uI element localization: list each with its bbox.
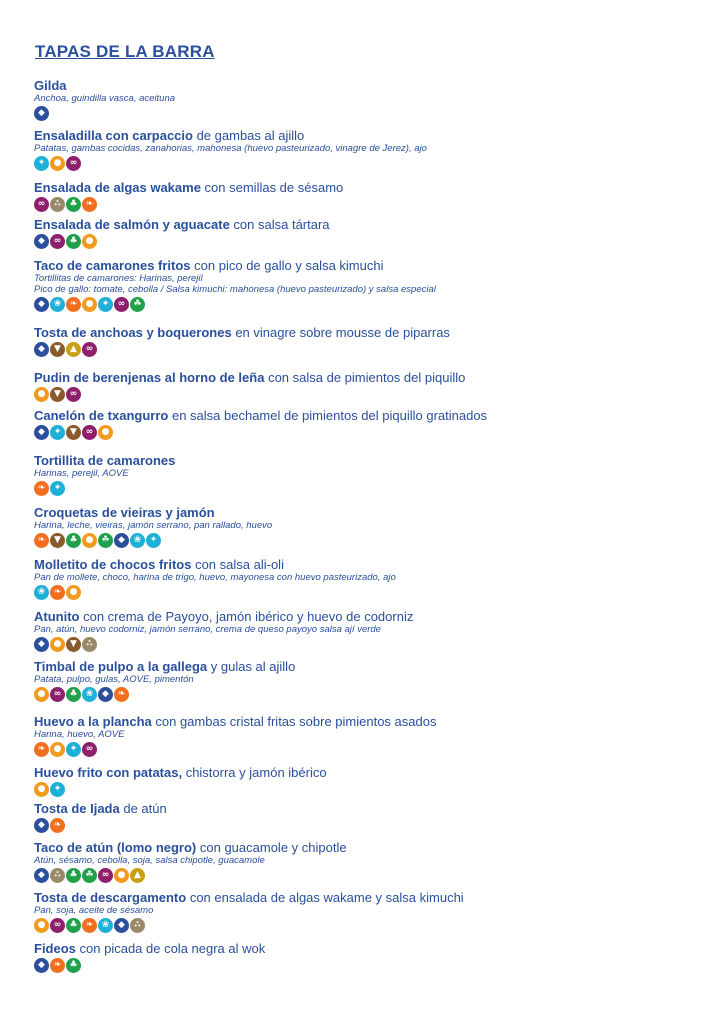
dish-name (34, 258, 714, 273)
fish-icon: ◆ (34, 234, 49, 249)
menu-item (34, 941, 714, 973)
crustacean-icon: ✦ (50, 425, 65, 440)
allergen-icons (34, 533, 714, 548)
fish-icon: ◆ (34, 297, 49, 312)
dish-name (34, 217, 714, 232)
sulphite-icon: ∞ (82, 342, 97, 357)
dish-ingredients: Pan de mollete, choco, harina de trigo, huevo, mayonesa con huevo pasteurizado, ajo (34, 572, 396, 583)
menu-item (34, 408, 714, 440)
crustacean-icon: ✦ (98, 297, 113, 312)
mustard-icon: ▲ (66, 342, 81, 357)
dish-name-rest: de atún (119, 801, 167, 816)
celery-icon: ♣ (66, 234, 81, 249)
gluten-icon: ❧ (50, 585, 65, 600)
menu-item (34, 325, 714, 357)
egg-icon: ● (50, 156, 65, 171)
fish-icon: ◆ (114, 533, 129, 548)
menu-item (34, 609, 714, 652)
dish-name-bold: Huevo frito con patatas, (34, 765, 183, 780)
dish-name-bold: Taco de camarones fritos (34, 258, 191, 273)
milk-icon: ▼ (66, 637, 81, 652)
gluten-icon: ❧ (34, 742, 49, 757)
allergen-icons (34, 387, 714, 402)
allergen-icons (34, 868, 714, 883)
dish-ingredients: Tortillitas de camarones: Harinas, perejil (34, 273, 203, 284)
mollusc-icon: ❀ (50, 297, 65, 312)
allergen-icons (34, 156, 714, 171)
dish-name (34, 505, 714, 520)
gluten-icon: ❧ (34, 481, 49, 496)
sulphite-icon: ∞ (82, 425, 97, 440)
fish-icon: ◆ (34, 868, 49, 883)
dish-name-rest: y gulas al ajillo (207, 659, 296, 674)
dish-name-bold: Tosta de Ijada (34, 801, 120, 816)
allergen-icons (34, 958, 714, 973)
dish-name-rest: de gambas al ajillo (192, 128, 305, 143)
celery-icon: ♣ (66, 687, 81, 702)
dish-name (34, 78, 714, 93)
menu-item (34, 505, 714, 548)
egg-icon: ● (66, 585, 81, 600)
dish-name (34, 557, 714, 572)
gluten-icon: ❧ (34, 533, 49, 548)
menu-item (34, 453, 714, 496)
gluten-icon: ❧ (50, 818, 65, 833)
sesame-icon: ∴ (130, 918, 145, 933)
sulphite-icon: ∞ (66, 387, 81, 402)
sulphite-icon: ∞ (66, 156, 81, 171)
menu-item (34, 557, 714, 600)
allergen-icons (34, 106, 714, 121)
dish-name-bold: Atunito (34, 609, 80, 624)
menu-item (34, 180, 714, 212)
crustacean-icon: ✦ (50, 481, 65, 496)
allergen-icons (34, 425, 714, 440)
sulphite-icon: ∞ (50, 918, 65, 933)
egg-icon: ● (82, 297, 97, 312)
dish-name-bold: Molletito de chocos fritos (34, 557, 192, 572)
egg-icon: ● (82, 234, 97, 249)
mollusc-icon: ❀ (82, 687, 97, 702)
allergen-icons (34, 742, 714, 757)
allergen-icons (34, 687, 714, 702)
dish-name-rest: chistorra y jamón ibérico (182, 765, 327, 780)
sesame-icon: ∴ (50, 197, 65, 212)
allergen-icons (34, 481, 714, 496)
egg-icon: ● (34, 782, 49, 797)
allergen-icons (34, 637, 714, 652)
dish-ingredients: Pan, atún, huevo codorniz, jamón serrano, crema de queso payoyo salsa ají verde (34, 624, 381, 635)
gluten-icon: ❧ (114, 687, 129, 702)
menu-item (34, 217, 714, 249)
menu-item (34, 258, 714, 312)
sulphite-icon: ∞ (82, 742, 97, 757)
fish-icon: ◆ (34, 637, 49, 652)
dish-name-rest: con guacamole y chipotle (196, 840, 347, 855)
dish-name-rest: con crema de Payoyo, jamón ibérico y huevo de codorniz (79, 609, 414, 624)
dish-name-rest: con semillas de sésamo (200, 180, 344, 195)
crustacean-icon: ✦ (50, 782, 65, 797)
dish-name-bold: Canelón de txangurro (34, 408, 169, 423)
dish-name (34, 408, 714, 423)
dish-name (34, 765, 714, 780)
allergen-icons (34, 297, 714, 312)
dish-name-bold: Gilda (34, 78, 67, 93)
sulphite-icon: ∞ (98, 868, 113, 883)
dish-name-rest: con ensalada de algas wakame y salsa kimuchi (186, 890, 464, 905)
dish-ingredients: Harinas, perejil, AOVE (34, 468, 129, 479)
dish-name-bold: Taco de atún (lomo negro) (34, 840, 197, 855)
sulphite-icon: ∞ (50, 687, 65, 702)
dish-ingredients: Patata, pulpo, gulas, AOVE, pimentón (34, 674, 194, 685)
dish-name (34, 180, 714, 195)
dish-name (34, 128, 714, 143)
dish-name (34, 325, 714, 340)
egg-icon: ● (50, 742, 65, 757)
dish-ingredients: Patatas, gambas cocidas, zanahorias, mahonesa (huevo pasteurizado, vinagre de Jerez), ajo (34, 143, 427, 154)
allergen-icons (34, 818, 714, 833)
fish-icon: ◆ (34, 342, 49, 357)
menu-item (34, 765, 714, 797)
dish-name-bold: Ensaladilla con carpaccio (34, 128, 193, 143)
dish-name-rest: con picada de cola negra al wok (75, 941, 266, 956)
fish-icon: ◆ (114, 918, 129, 933)
menu-item (34, 840, 714, 883)
mustard-icon: ▲ (130, 868, 145, 883)
gluten-icon: ❧ (82, 197, 97, 212)
menu-item (34, 659, 714, 702)
fish-icon: ◆ (34, 425, 49, 440)
dish-name (34, 370, 714, 385)
gluten-icon: ❧ (50, 958, 65, 973)
dish-name-rest: en vinagre sobre mousse de piparras (231, 325, 450, 340)
fish-icon: ◆ (34, 106, 49, 121)
gluten-icon: ❧ (82, 918, 97, 933)
celery-icon: ♣ (66, 958, 81, 973)
egg-icon: ● (34, 387, 49, 402)
dish-name (34, 941, 714, 956)
sulphite-icon: ∞ (34, 197, 49, 212)
crustacean-icon: ✦ (34, 156, 49, 171)
crustacean-icon: ✦ (146, 533, 161, 548)
dish-name (34, 801, 714, 816)
fish-icon: ◆ (98, 687, 113, 702)
dish-name (34, 453, 714, 468)
dish-ingredients: Harina, leche, vieiras, jamón serrano, pan rallado, huevo (34, 520, 273, 531)
mollusc-icon: ❀ (34, 585, 49, 600)
celery-icon: ♣ (66, 533, 81, 548)
celery-icon: ♣ (66, 918, 81, 933)
sulphite-icon: ∞ (114, 297, 129, 312)
dish-name-bold: Croquetas de vieiras y jamón (34, 505, 215, 520)
dish-name-rest: con salsa ali-oli (191, 557, 284, 572)
dish-name (34, 840, 714, 855)
egg-icon: ● (98, 425, 113, 440)
dish-ingredients: Anchoa, guindilla vasca, aceituna (34, 93, 176, 104)
fish-icon: ◆ (34, 958, 49, 973)
page-title: TAPAS DE LA BARRA (35, 42, 215, 61)
gluten-icon: ❧ (66, 297, 81, 312)
menu-item (34, 128, 714, 171)
menu-item (34, 78, 714, 121)
dish-name (34, 609, 714, 624)
dish-name (34, 714, 714, 729)
dish-name-bold: Tosta de anchoas y boquerones (34, 325, 232, 340)
menu-item (34, 370, 714, 402)
egg-icon: ● (50, 637, 65, 652)
milk-icon: ▼ (50, 533, 65, 548)
sulphite-icon: ∞ (50, 234, 65, 249)
dish-name-bold: Fideos (34, 941, 76, 956)
dish-name-bold: Pudin de berenjenas al horno de leña (34, 370, 265, 385)
dish-name-bold: Huevo a la plancha (34, 714, 152, 729)
dish-ingredients: Pico de gallo: tomate, cebolla / Salsa kimuchi: mahonesa (huevo pasteurizado) y salsa especial (34, 284, 436, 295)
soy-icon: ☘ (130, 297, 145, 312)
fish-icon: ◆ (34, 818, 49, 833)
menu-item (34, 890, 714, 933)
egg-icon: ● (34, 918, 49, 933)
dish-name-bold: Ensalada de algas wakame (34, 180, 201, 195)
dish-ingredients: Pan, soja, aceite de sésamo (34, 905, 154, 916)
soy-icon: ☘ (98, 533, 113, 548)
dish-name-rest: con pico de gallo y salsa kimuchi (190, 258, 384, 273)
allergen-icons (34, 918, 714, 933)
dish-ingredients: Atún, sésamo, cebolla, soja, salsa chipotle, guacamole (34, 855, 265, 866)
allergen-icons (34, 234, 714, 249)
celery-icon: ♣ (66, 197, 81, 212)
dish-name-rest: con salsa de pimientos del piquillo (264, 370, 466, 385)
dish-name-bold: Timbal de pulpo a la gallega (34, 659, 208, 674)
dish-name-rest: con gambas cristal fritas sobre pimientos asados (151, 714, 437, 729)
allergen-icons (34, 342, 714, 357)
dish-name-rest: con salsa tártara (229, 217, 330, 232)
milk-icon: ▼ (50, 387, 65, 402)
milk-icon: ▼ (66, 425, 81, 440)
sesame-icon: ∴ (50, 868, 65, 883)
dish-name (34, 659, 714, 674)
crustacean-icon: ✦ (66, 742, 81, 757)
dish-ingredients: Harina, huevo, AOVE (34, 729, 125, 740)
egg-icon: ● (114, 868, 129, 883)
menu-item (34, 801, 714, 833)
allergen-icons (34, 585, 714, 600)
egg-icon: ● (82, 533, 97, 548)
mollusc-icon: ❀ (130, 533, 145, 548)
dish-name-bold: Ensalada de salmón y aguacate (34, 217, 230, 232)
dish-name-rest: en salsa bechamel de pimientos del piquillo gratinados (168, 408, 488, 423)
mollusc-icon: ❀ (98, 918, 113, 933)
sesame-icon: ∴ (82, 637, 97, 652)
allergen-icons (34, 197, 714, 212)
dish-name-bold: Tosta de descargamento (34, 890, 187, 905)
menu-item (34, 714, 714, 757)
celery-icon: ♣ (66, 868, 81, 883)
dish-name-bold: Tortillita de camarones (34, 453, 176, 468)
allergen-icons (34, 782, 714, 797)
soy-icon: ☘ (82, 868, 97, 883)
dish-name (34, 890, 714, 905)
milk-icon: ▼ (50, 342, 65, 357)
egg-icon: ● (34, 687, 49, 702)
